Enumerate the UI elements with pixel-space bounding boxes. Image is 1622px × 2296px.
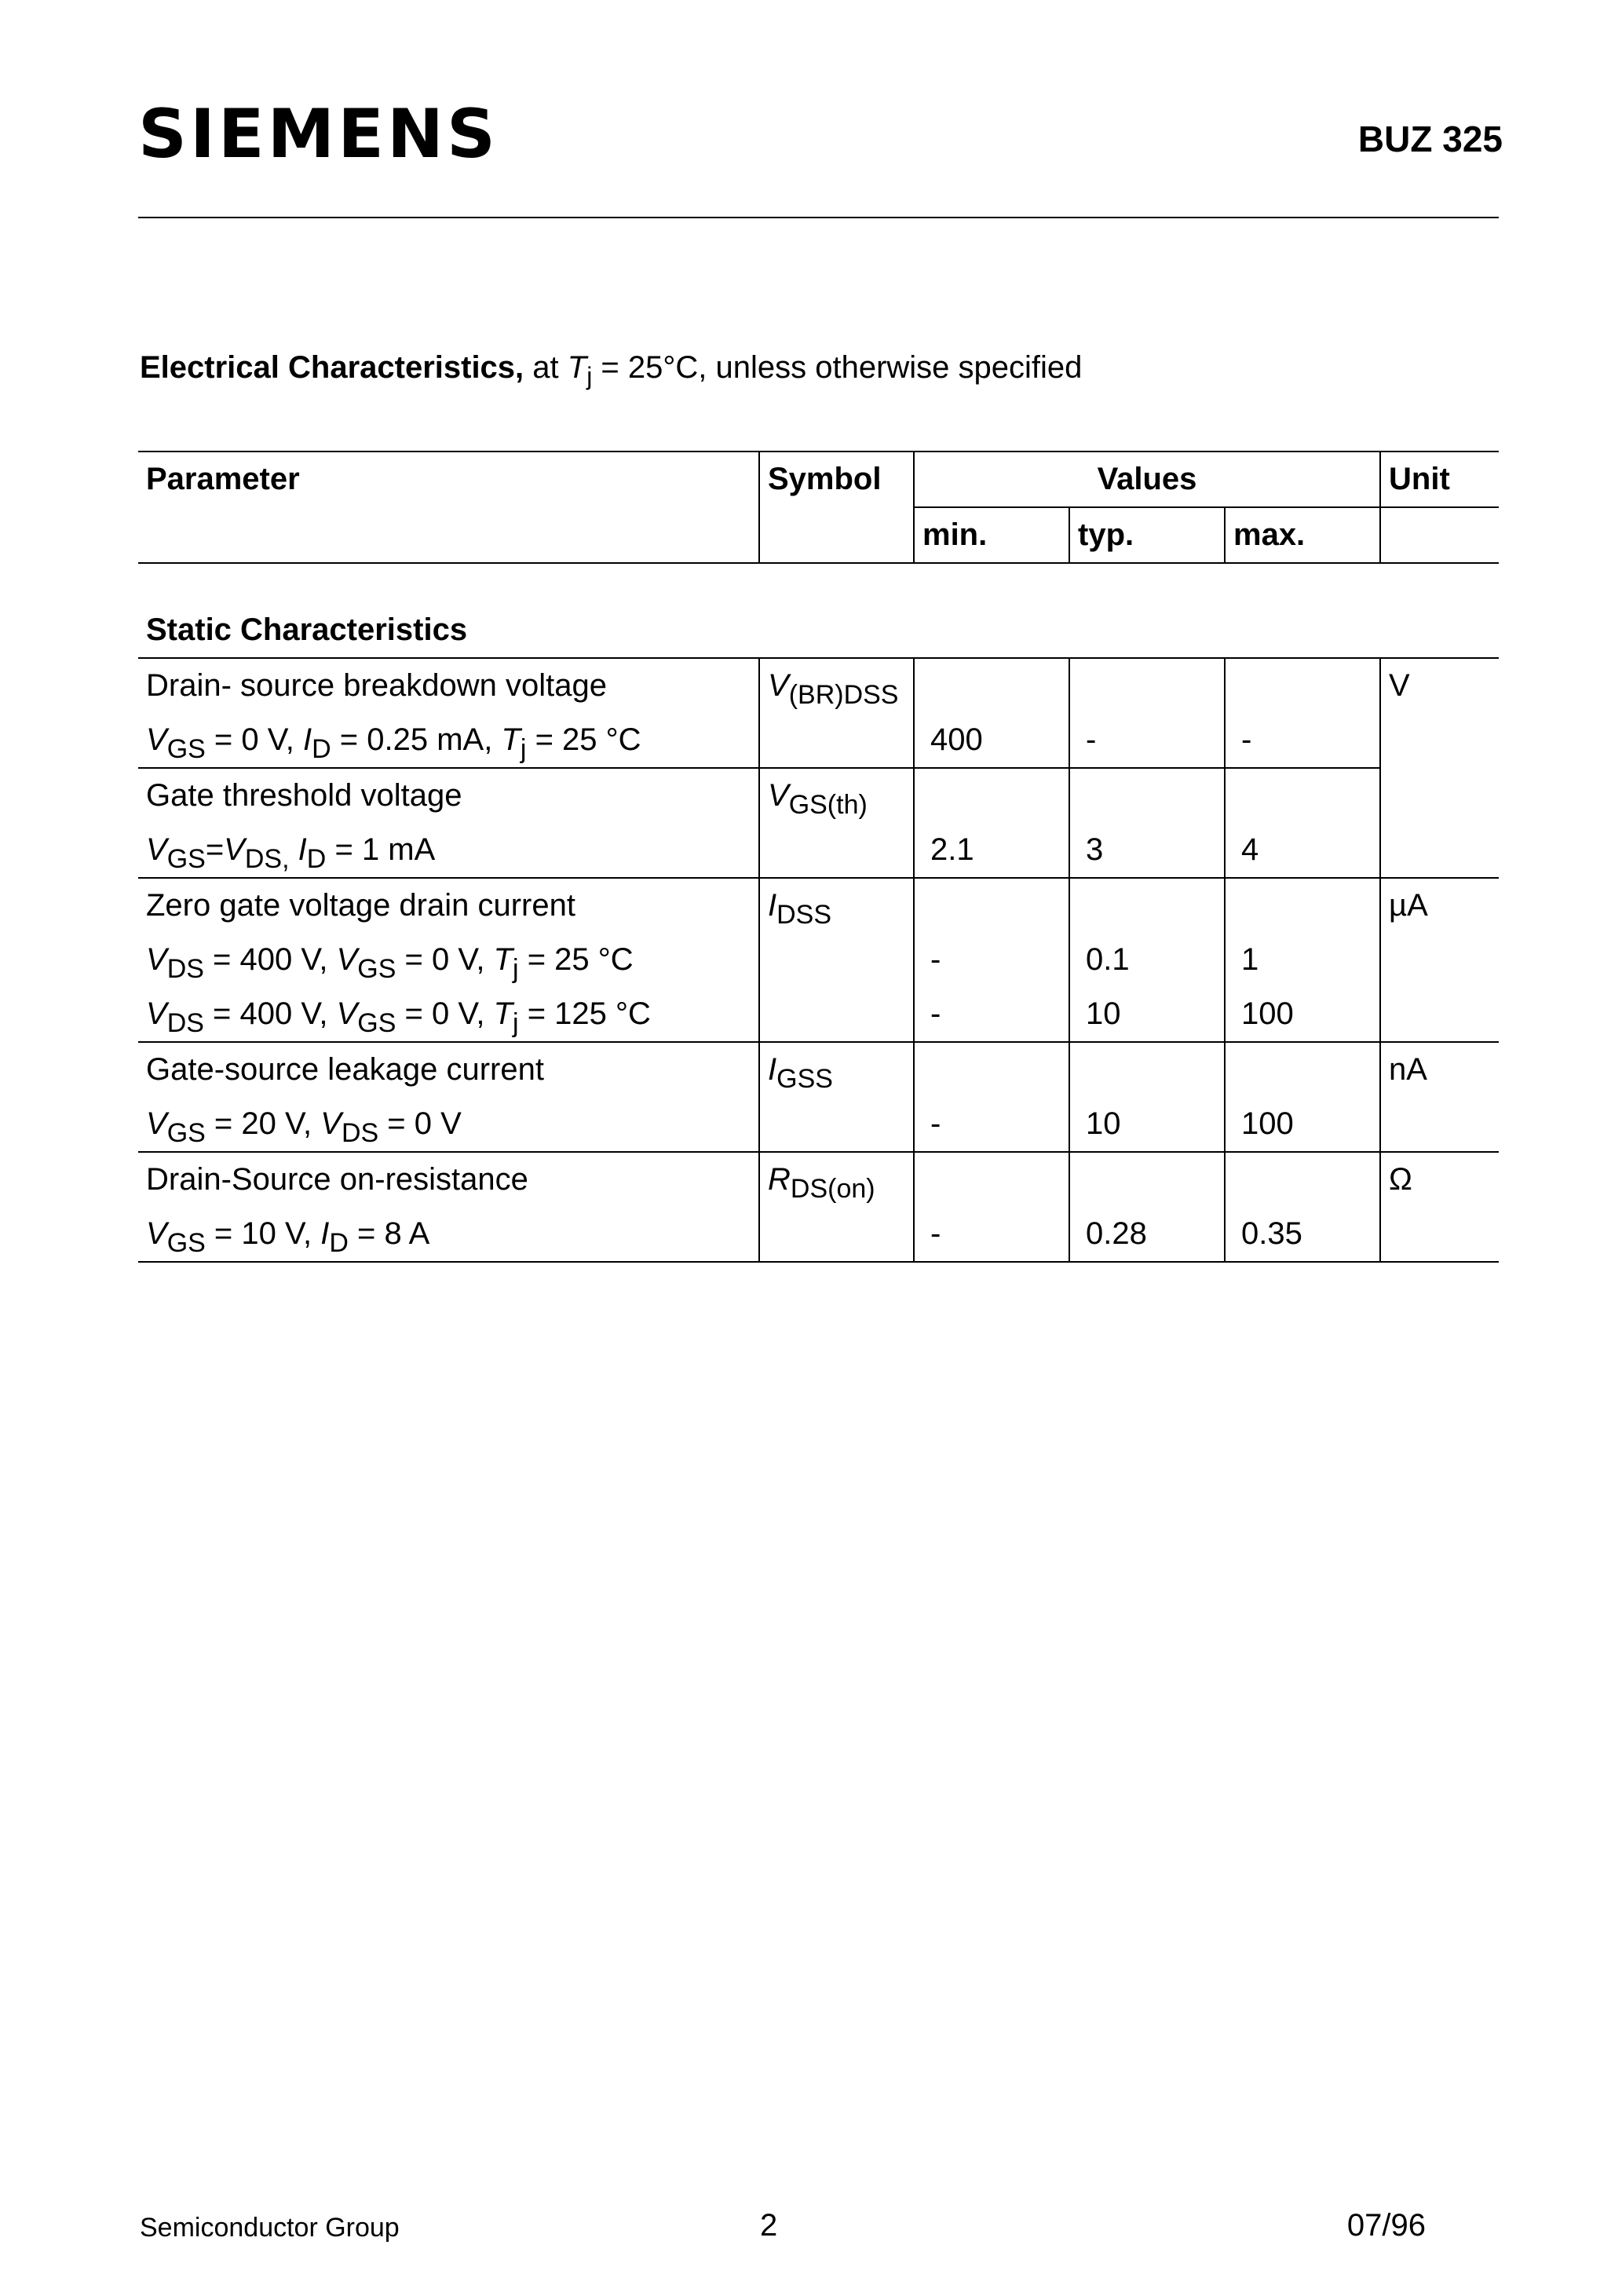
value-min: [914, 658, 1069, 713]
value-typ: 3: [1069, 823, 1225, 878]
value-typ: 0.1: [1069, 933, 1225, 987]
parameter-name: Drain- source breakdown voltage: [146, 668, 607, 703]
condition-variable: T: [501, 722, 521, 757]
symbol-main: R: [768, 1162, 791, 1197]
value-min: 400: [914, 713, 1069, 768]
value-typ: [1069, 658, 1225, 713]
condition-subscript: GS: [166, 844, 206, 874]
value-max: [1225, 768, 1380, 823]
condition-text: = 0 V,: [396, 996, 494, 1031]
value-min: [914, 878, 1069, 933]
header-row-2: [138, 507, 1499, 563]
header-values: Values: [914, 452, 1380, 507]
condition-variable: V: [146, 832, 167, 867]
caption-var: T: [567, 350, 587, 385]
header-symbol: Symbol: [759, 452, 914, 507]
parameter-condition: [138, 1207, 759, 1262]
siemens-logo: SIEMENS: [138, 95, 499, 174]
header-parameter: Parameter: [138, 452, 759, 507]
value-min: -: [914, 987, 1069, 1042]
section-row: [138, 603, 1499, 658]
condition-subscript: DS: [166, 954, 204, 984]
parameter-condition: [138, 987, 759, 1042]
symbol-main: I: [768, 1052, 777, 1087]
spacer-row: [138, 563, 1499, 603]
condition-text: = 25 °C: [518, 942, 634, 977]
condition-variable: V: [146, 722, 167, 757]
parameter-name: Zero gate voltage drain current: [146, 888, 575, 923]
symbol-cell: [759, 878, 914, 1042]
value-max: [1225, 658, 1380, 713]
condition-subscript: j: [513, 1008, 519, 1038]
symbol-cell: [759, 658, 914, 768]
parameter-name: Gate threshold voltage: [146, 778, 462, 813]
parameter-condition: [138, 933, 759, 987]
condition-text: = 1 mA: [326, 832, 436, 867]
value-min: 2.1: [914, 823, 1069, 878]
value-max: -: [1225, 713, 1380, 768]
value-max: 100: [1225, 987, 1380, 1042]
page-number: 2: [760, 2208, 778, 2243]
table-row: [138, 1152, 1499, 1207]
condition-text: = 0 V,: [205, 722, 303, 757]
value-max: [1225, 1152, 1380, 1207]
condition-variable: V: [336, 996, 358, 1031]
value-typ: -: [1069, 713, 1225, 768]
condition-subscript: DS: [341, 1118, 379, 1148]
header-rule: [138, 217, 1499, 218]
value-typ: 10: [1069, 1097, 1225, 1152]
condition-variable: I: [320, 1216, 330, 1251]
value-min: [914, 768, 1069, 823]
condition-variable: I: [303, 722, 312, 757]
parameter-condition: [138, 823, 759, 878]
symbol-main: V: [768, 668, 789, 703]
caption-sub: j: [586, 362, 593, 390]
table-caption: [140, 349, 1082, 391]
value-typ: [1069, 1042, 1225, 1097]
condition-text: =: [205, 832, 225, 867]
condition-subscript: GS: [166, 1228, 206, 1258]
parameter-condition: [138, 713, 759, 768]
condition-text: = 10 V,: [205, 1216, 321, 1251]
condition-subscript: DS,: [244, 844, 290, 874]
symbol-cell: [759, 768, 914, 878]
condition-variable: V: [146, 942, 167, 977]
condition-subscript: GS: [166, 1118, 206, 1148]
condition-variable: V: [146, 1106, 167, 1141]
symbol-subscript: GS(th): [788, 790, 868, 820]
condition-subscript: GS: [357, 954, 396, 984]
symbol-subscript: GSS: [776, 1064, 833, 1094]
condition-text: [290, 832, 298, 867]
condition-subscript: GS: [357, 1008, 396, 1038]
condition-subscript: D: [329, 1228, 349, 1258]
condition-text: = 0.25 mA,: [331, 722, 502, 757]
caption-pre: at: [524, 350, 568, 385]
condition-variable: V: [336, 942, 358, 977]
condition-subscript: j: [513, 954, 519, 984]
value-min: [914, 1042, 1069, 1097]
condition-variable: V: [224, 832, 245, 867]
condition-variable: V: [320, 1106, 342, 1141]
condition-variable: V: [146, 1216, 167, 1251]
value-min: [914, 1152, 1069, 1207]
condition-text: = 125 °C: [518, 996, 651, 1031]
value-max: 1: [1225, 933, 1380, 987]
parameter-condition: [138, 1097, 759, 1152]
value-typ: 10: [1069, 987, 1225, 1042]
electrical-characteristics-table: [138, 451, 1499, 1263]
table-row: [138, 658, 1499, 713]
value-typ: 0.28: [1069, 1207, 1225, 1262]
condition-variable: T: [493, 996, 513, 1031]
symbol-cell: [759, 1152, 914, 1262]
symbol-subscript: (BR)DSS: [788, 680, 899, 710]
part-number: BUZ 325: [1357, 119, 1503, 159]
caption-post: = 25°C, unless otherwise specified: [592, 350, 1083, 385]
caption-title: Electrical Characteristics,: [140, 350, 524, 385]
table-row: [138, 1042, 1499, 1097]
parameter-name: Gate-source leakage current: [146, 1052, 544, 1087]
header-row-1: [138, 452, 1499, 507]
value-typ: [1069, 1152, 1225, 1207]
value-max: [1225, 1042, 1380, 1097]
value-min: -: [914, 1207, 1069, 1262]
condition-text: = 20 V,: [205, 1106, 321, 1141]
spacer-cell: [138, 563, 1499, 603]
symbol-cell: [759, 1042, 914, 1152]
condition-subscript: GS: [166, 734, 206, 764]
condition-subscript: D: [306, 844, 327, 874]
unit-cell: V: [1380, 658, 1499, 878]
unit-cell: Ω: [1380, 1152, 1499, 1262]
condition-text: = 8 A: [348, 1216, 430, 1251]
condition-text: = 400 V,: [203, 942, 337, 977]
footer-date: 07/96: [1346, 2208, 1426, 2243]
symbol-subscript: DSS: [776, 900, 832, 930]
condition-text: = 0 V: [378, 1106, 462, 1141]
unit-cell: µA: [1380, 878, 1499, 1042]
table-row: [138, 878, 1499, 933]
symbol-main: V: [768, 778, 789, 813]
value-typ: [1069, 768, 1225, 823]
header-blank: [759, 507, 914, 563]
condition-variable: V: [146, 996, 167, 1031]
condition-text: = 0 V,: [396, 942, 494, 977]
header-blank: [1380, 507, 1499, 563]
value-max: 0.35: [1225, 1207, 1380, 1262]
value-min: -: [914, 1097, 1069, 1152]
value-max: [1225, 878, 1380, 933]
value-typ: [1069, 878, 1225, 933]
value-min: -: [914, 933, 1069, 987]
condition-subscript: D: [312, 734, 331, 764]
footer-company: Semiconductor Group: [140, 2213, 400, 2243]
header-max: max.: [1225, 507, 1380, 563]
symbol-main: I: [768, 888, 777, 923]
condition-text: = 25 °C: [526, 722, 641, 757]
value-max: 4: [1225, 823, 1380, 878]
unit-cell: nA: [1380, 1042, 1499, 1152]
condition-variable: I: [298, 832, 307, 867]
table-row: [138, 768, 1499, 823]
value-max: 100: [1225, 1097, 1380, 1152]
condition-variable: T: [493, 942, 513, 977]
parameter-name: Drain-Source on-resistance: [146, 1162, 528, 1197]
section-title: Static Characteristics: [138, 603, 1499, 658]
symbol-subscript: DS(on): [790, 1174, 875, 1204]
header-min: min.: [914, 507, 1069, 563]
condition-subscript: j: [520, 734, 527, 764]
header-unit: Unit: [1380, 452, 1499, 507]
condition-text: = 400 V,: [203, 996, 337, 1031]
header-typ: typ.: [1069, 507, 1225, 563]
header-blank: [138, 507, 759, 563]
condition-subscript: DS: [166, 1008, 204, 1038]
